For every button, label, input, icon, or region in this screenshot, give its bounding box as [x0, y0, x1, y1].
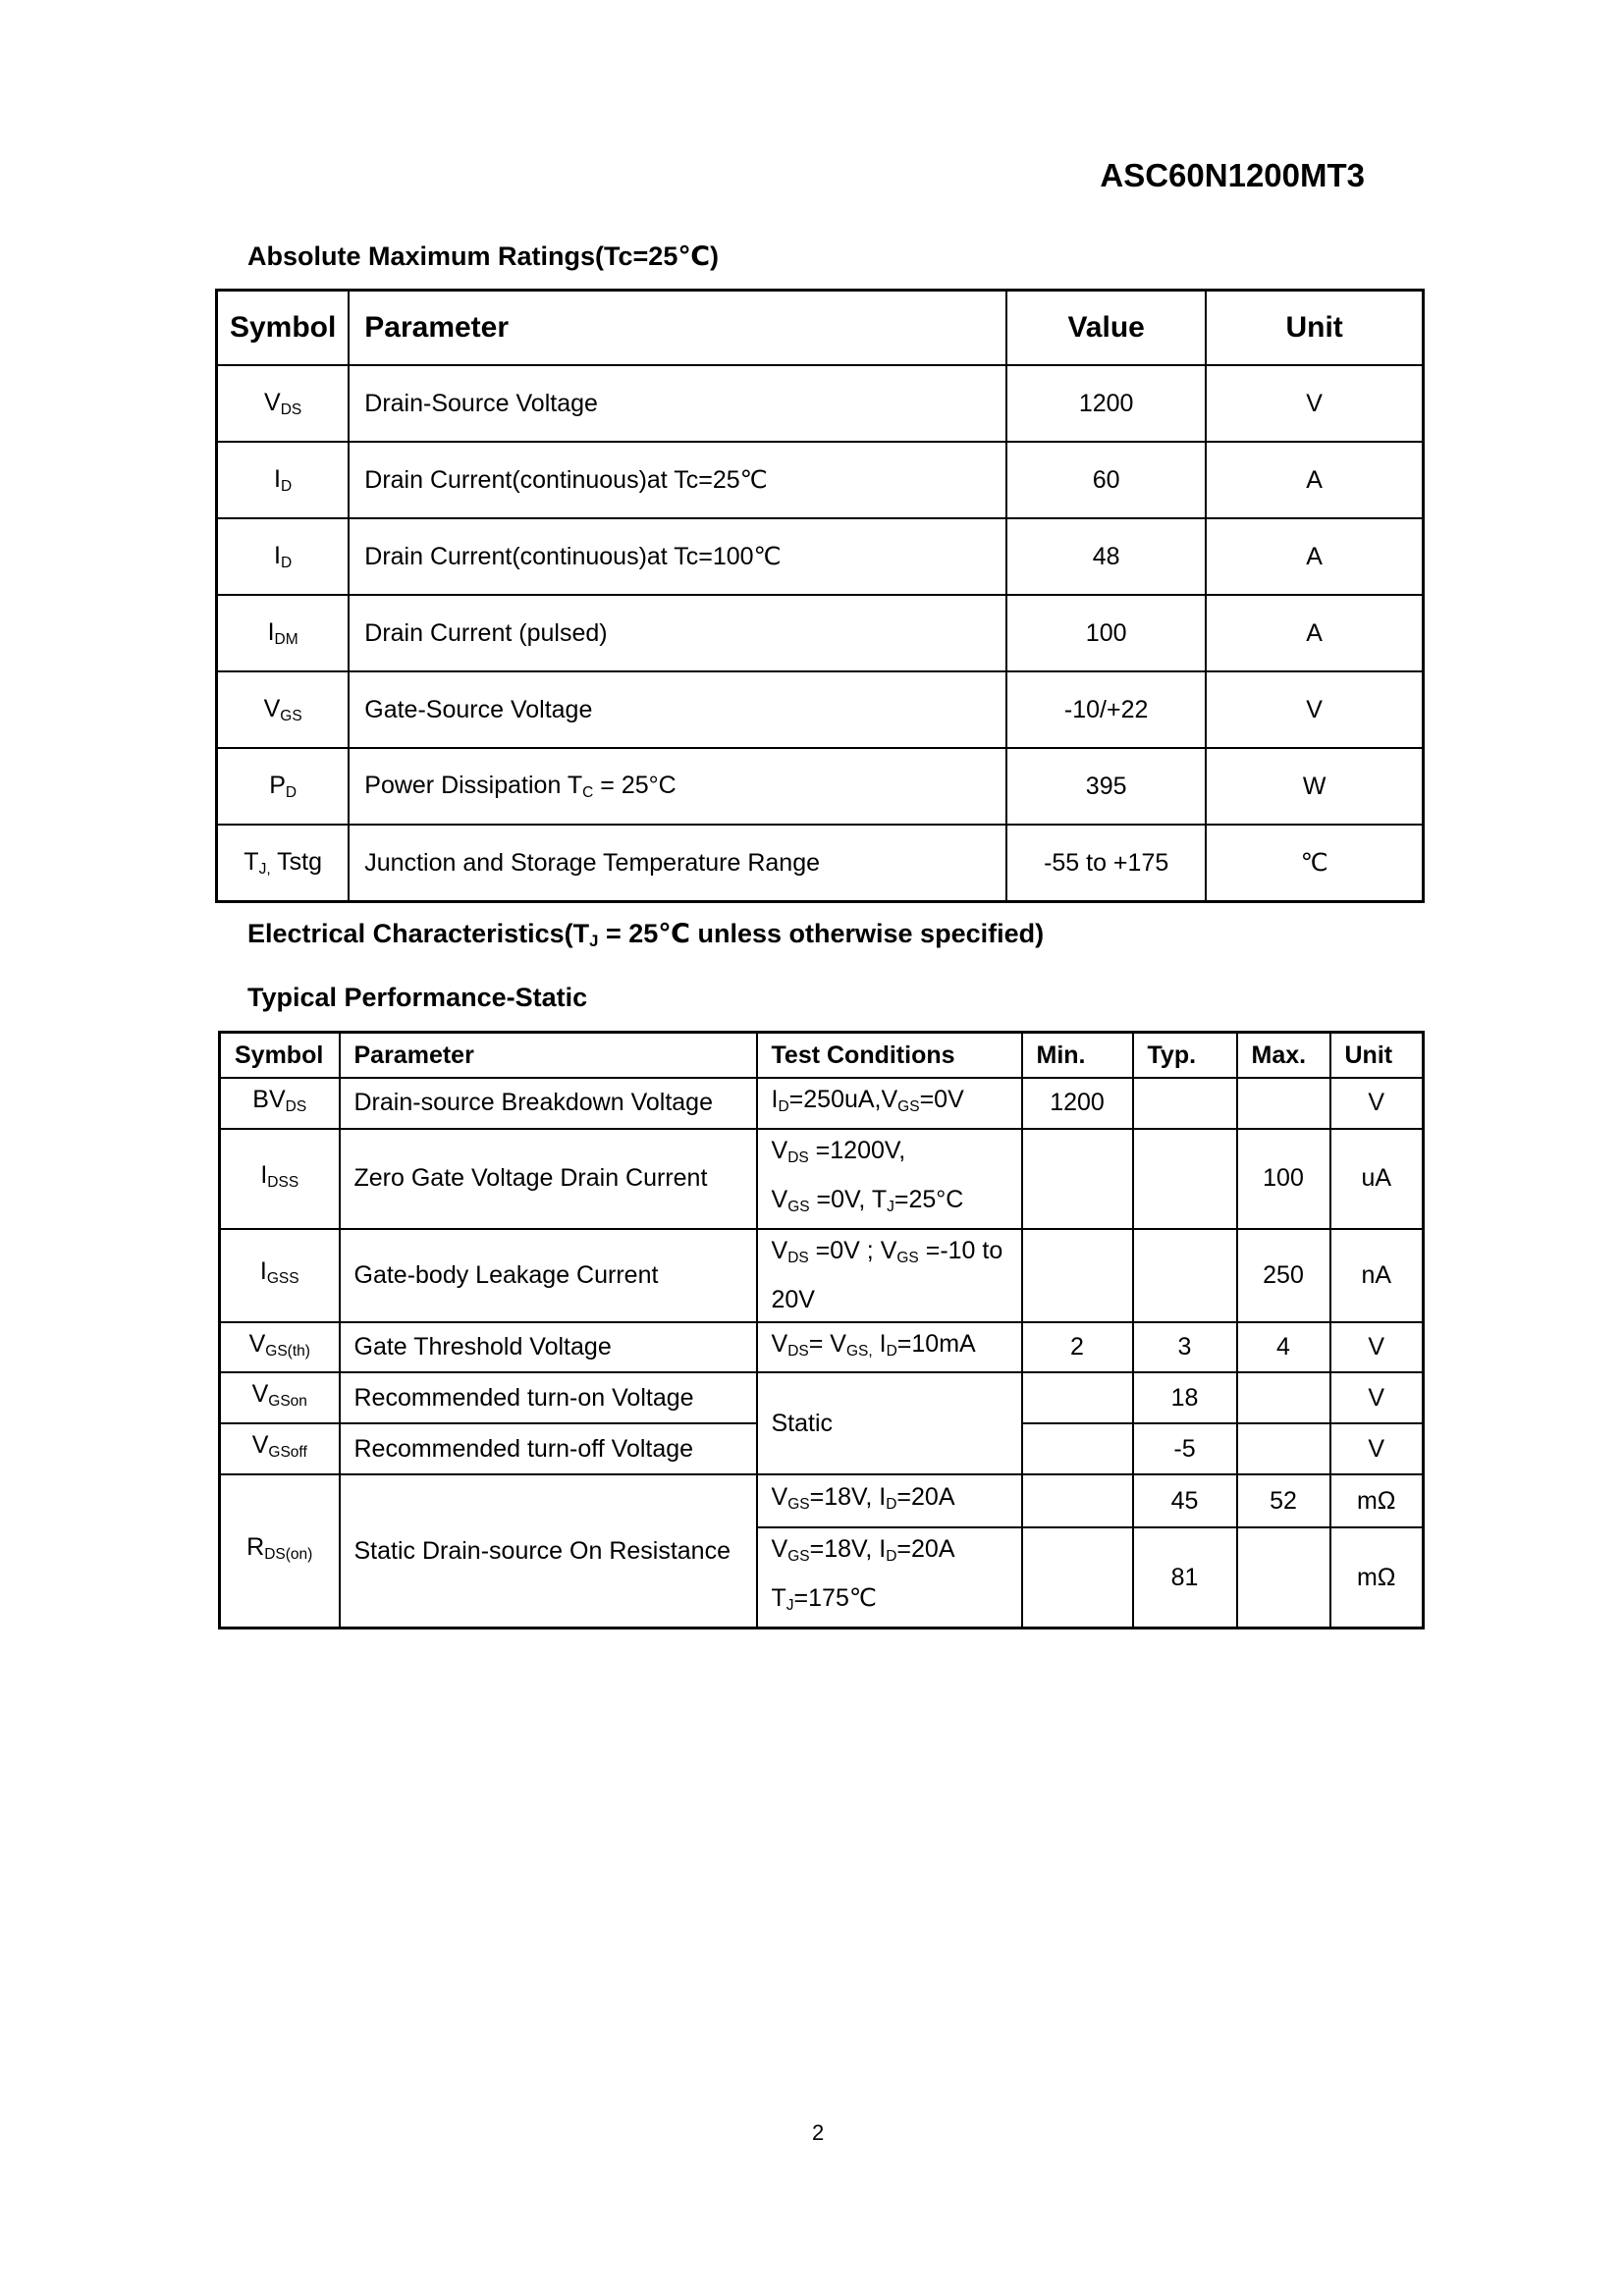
min-cell	[1022, 1423, 1133, 1474]
table-row	[217, 748, 1424, 825]
symbol-cell: $T_{J,}$ Tstg	[217, 825, 350, 902]
unit-cell: V	[1330, 1322, 1424, 1373]
unit-cell: W	[1206, 748, 1423, 825]
unit-cell: V	[1206, 671, 1423, 748]
min-cell	[1022, 1229, 1133, 1322]
symbol-cell: $P_D$	[217, 748, 350, 825]
symbol-cell: $I_D$	[217, 518, 350, 595]
min-cell	[1022, 1527, 1133, 1628]
table-header-row	[217, 291, 1424, 366]
column-header-typ: Typ.	[1133, 1033, 1237, 1079]
max-cell: 100	[1237, 1129, 1330, 1229]
unit-cell: A	[1206, 595, 1423, 671]
typ-cell: -5	[1133, 1423, 1237, 1474]
symbol-cell: $I_D$	[217, 442, 350, 518]
test-conditions-cell: $I_D=250uA,V_{GS}=0V$	[757, 1078, 1022, 1129]
symbol-cell: $BV_{DS}$	[220, 1078, 340, 1129]
table-row	[220, 1078, 1424, 1129]
table-row	[220, 1129, 1424, 1229]
column-header-value: Value	[1006, 291, 1206, 366]
value-cell: 1200	[1006, 365, 1206, 442]
page-number: 2	[812, 2120, 825, 2145]
max-cell	[1237, 1078, 1330, 1129]
test-conditions-cell: $V_{DS} =0V$ ; $V_{GS} =-10$ to 20V	[757, 1229, 1022, 1322]
typical-performance-title: Typical Performance-Static	[247, 983, 588, 1012]
unit-cell: nA	[1330, 1229, 1424, 1322]
column-header-max: Max.	[1237, 1033, 1330, 1079]
table-row	[217, 442, 1424, 518]
test-conditions-cell: Static	[757, 1372, 1022, 1474]
typ-cell: 3	[1133, 1322, 1237, 1373]
table-row	[217, 671, 1424, 748]
unit-cell: mΩ	[1330, 1527, 1424, 1628]
value-cell: 48	[1006, 518, 1206, 595]
max-cell: 250	[1237, 1229, 1330, 1322]
unit-cell: mΩ	[1330, 1474, 1424, 1527]
unit-cell: V	[1206, 365, 1423, 442]
parameter-cell: Drain Current(continuous)at Tc=25℃	[349, 442, 1006, 518]
symbol-cell: $V_{DS}$	[217, 365, 350, 442]
test-conditions-cell: $V_{GS}=18V$, $I_D=20A$ $T_J=175℃$	[757, 1527, 1022, 1628]
column-header-symbol: Symbol	[220, 1033, 340, 1079]
parameter-cell: Recommended turn-on Voltage	[340, 1372, 757, 1423]
parameter-cell: Gate-Source Voltage	[349, 671, 1006, 748]
parameter-cell: Gate-body Leakage Current	[340, 1229, 757, 1322]
column-header-symbol: Symbol	[217, 291, 350, 366]
table-row	[220, 1322, 1424, 1373]
unit-cell: V	[1330, 1372, 1424, 1423]
unit-cell: V	[1330, 1078, 1424, 1129]
parameter-cell: Drain Current(continuous)at Tc=100℃	[349, 518, 1006, 595]
unit-cell: ℃	[1206, 825, 1423, 902]
table-row	[217, 595, 1424, 671]
absolute-maximum-ratings-table	[215, 289, 1425, 903]
parameter-cell: Zero Gate Voltage Drain Current	[340, 1129, 757, 1229]
symbol-cell: $I_{GSS}$	[220, 1229, 340, 1322]
amr-section-title: Absolute Maximum Ratings(Tc=25℃)	[247, 241, 720, 271]
column-header-parameter: Parameter	[340, 1033, 757, 1079]
parameter-cell: Recommended turn-off Voltage	[340, 1423, 757, 1474]
parameter-cell: Drain-source Breakdown Voltage	[340, 1078, 757, 1129]
max-cell	[1237, 1423, 1330, 1474]
parameter-cell: Drain Current (pulsed)	[349, 595, 1006, 671]
parameter-cell: Gate Threshold Voltage	[340, 1322, 757, 1373]
value-cell: 395	[1006, 748, 1206, 825]
min-cell	[1022, 1129, 1133, 1229]
unit-cell: A	[1206, 442, 1423, 518]
value-cell: -10/+22	[1006, 671, 1206, 748]
symbol-cell: $R_{DS(on)}$	[220, 1474, 340, 1628]
max-cell: 52	[1237, 1474, 1330, 1527]
value-cell: -55 to +175	[1006, 825, 1206, 902]
parameter-cell: Drain-Source Voltage	[349, 365, 1006, 442]
max-cell	[1237, 1527, 1330, 1628]
table-row	[220, 1474, 1424, 1527]
unit-cell: uA	[1330, 1129, 1424, 1229]
column-header-unit: Unit	[1206, 291, 1423, 366]
typ-cell	[1133, 1078, 1237, 1129]
unit-cell: V	[1330, 1423, 1424, 1474]
min-cell	[1022, 1474, 1133, 1527]
table-row	[217, 365, 1424, 442]
test-conditions-cell: $V_{DS}= V_{GS,}$ $I_D=10mA$	[757, 1322, 1022, 1373]
min-cell: 1200	[1022, 1078, 1133, 1129]
table-row	[217, 825, 1424, 902]
value-cell: 100	[1006, 595, 1206, 671]
typ-cell	[1133, 1229, 1237, 1322]
parameter-cell: Junction and Storage Temperature Range	[349, 825, 1006, 902]
typ-cell	[1133, 1129, 1237, 1229]
table-row	[217, 518, 1424, 595]
symbol-cell: $V_{GSoff}$	[220, 1423, 340, 1474]
table-row	[220, 1229, 1424, 1322]
typ-cell: 81	[1133, 1527, 1237, 1628]
test-conditions-cell: $V_{GS}=18V$, $I_D=20A$	[757, 1474, 1022, 1527]
max-cell	[1237, 1372, 1330, 1423]
value-cell: 60	[1006, 442, 1206, 518]
parameter-cell: Power Dissipation $T_C = 25^\circ C$	[349, 748, 1006, 825]
parameter-cell: Static Drain-source On Resistance	[340, 1474, 757, 1628]
electrical-characteristics-title: Electrical $Characteristics(T_J$ = 25℃ unless otherwise specified)	[247, 919, 1045, 951]
table-row	[220, 1372, 1424, 1423]
typical-performance-static-table	[218, 1031, 1425, 1629]
symbol-cell: $I_{DSS}$	[220, 1129, 340, 1229]
column-header-min: Min.	[1022, 1033, 1133, 1079]
table-header-row	[220, 1033, 1424, 1079]
test-conditions-cell: $V_{DS} =1200V$, $V_{GS} =0V$, $T_J=25^\circ C$	[757, 1129, 1022, 1229]
column-header-parameter: Parameter	[349, 291, 1006, 366]
symbol-cell: $V_{GSon}$	[220, 1372, 340, 1423]
min-cell	[1022, 1372, 1133, 1423]
column-header-unit: Unit	[1330, 1033, 1424, 1079]
symbol-cell: $I_{DM}$	[217, 595, 350, 671]
min-cell: 2	[1022, 1322, 1133, 1373]
column-header-test-conditions: Test Conditions	[757, 1033, 1022, 1079]
part-number: ASC60N1200MT3	[1100, 157, 1365, 193]
symbol-cell: $V_{GS}$	[217, 671, 350, 748]
symbol-cell: $V_{GS(th)}$	[220, 1322, 340, 1373]
typ-cell: 18	[1133, 1372, 1237, 1423]
max-cell: 4	[1237, 1322, 1330, 1373]
typ-cell: 45	[1133, 1474, 1237, 1527]
unit-cell: A	[1206, 518, 1423, 595]
